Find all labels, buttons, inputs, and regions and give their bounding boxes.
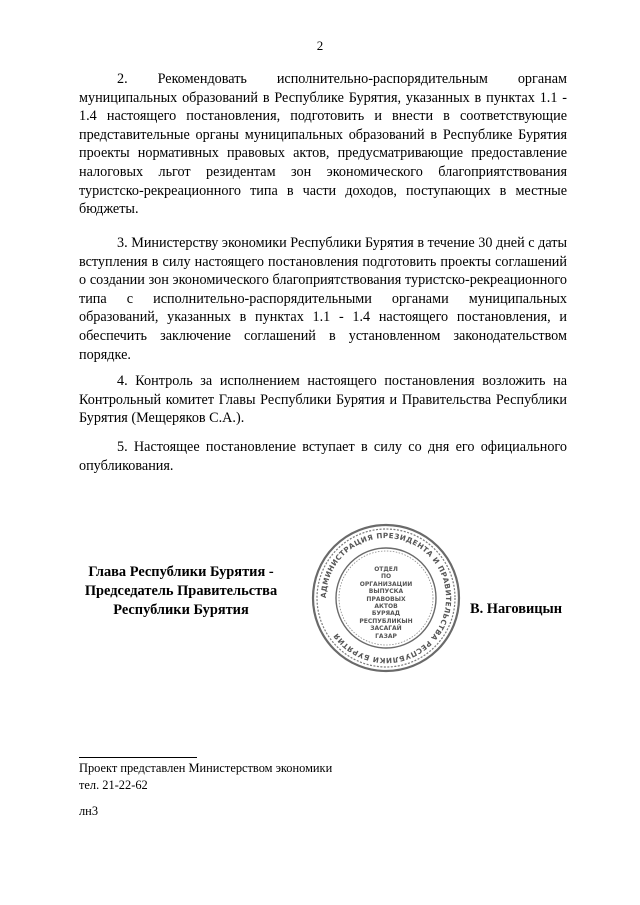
paragraph-4: 4. Контроль за исполнением настоящего постановления возложить на Контрольный комитет Главы Республики Бурятия и Правительства Республики Бурятия (Мещеряков С.А.).	[79, 373, 567, 427]
signatory-title-line-2: Председатель Правительства	[84, 582, 278, 599]
seal-inner-text: ОТДЕЛ ПО ОРГАНИЗАЦИИ ВЫПУСКА ПРАВОВЫХ АКТОВ БУРЯАД РЕСПУБЛИКЫН ЗАСАГАЙ ГАЗАР	[359, 566, 413, 640]
footnote-phone: тел. 21-22-62	[79, 778, 148, 792]
seal-outer-text: АДМИНИСТРАЦИЯ ПРЕЗИДЕНТА И ПРАВИТЕЛЬСТВА РЕСПУБЛИКИ БУРЯТИЯ	[318, 530, 454, 666]
paragraph-3: 3. Министерству экономики Республики Бурятия в течение 30 дней с даты вступления в силу настоящего постановления подготовить проекты соглашений о создании зон экономического благоприятствования туристско-рекреационного типа с исполнительно-распорядительными органами муниципальных образований, указанных в пунктах 1.1 - 1.4 настоящего постановления, и обеспечить заключение соглашений в установленном законодательством порядке.	[79, 235, 567, 363]
paragraph-5: 5. Настоящее постановление вступает в силу со дня его официального опубликования.	[79, 439, 567, 474]
page-number: 2	[316, 38, 324, 53]
signatory-title	[56, 563, 306, 619]
footnote-prepared-by: Проект представлен Министерством экономики	[79, 761, 333, 775]
signatory-title-line-1: Глава Республики Бурятия -	[88, 564, 274, 580]
official-seal	[310, 522, 462, 674]
paragraph-2: 2. Рекомендовать исполнительно-распорядительным органам муниципальных образований в Республике Бурятия, указанных в пунктах 1.1 - 1.4 настоящего постановления, подготовить и внести в соответствующие представительные органы муниципальных образований в Республике Бурятия проекты нормативных правовых актов, предусматривающие предоставление налоговых льгот резидентам зон экономического благоприятствования туристско-рекреационного типа в части доходов, поступающих в местные бюджеты.	[79, 71, 567, 218]
signatory-title-line-3: Республики Бурятия	[113, 601, 249, 618]
signatory-name: В. Наговицын	[470, 601, 563, 617]
footnote-code: лн3	[79, 804, 99, 818]
footnote-divider	[79, 757, 197, 758]
